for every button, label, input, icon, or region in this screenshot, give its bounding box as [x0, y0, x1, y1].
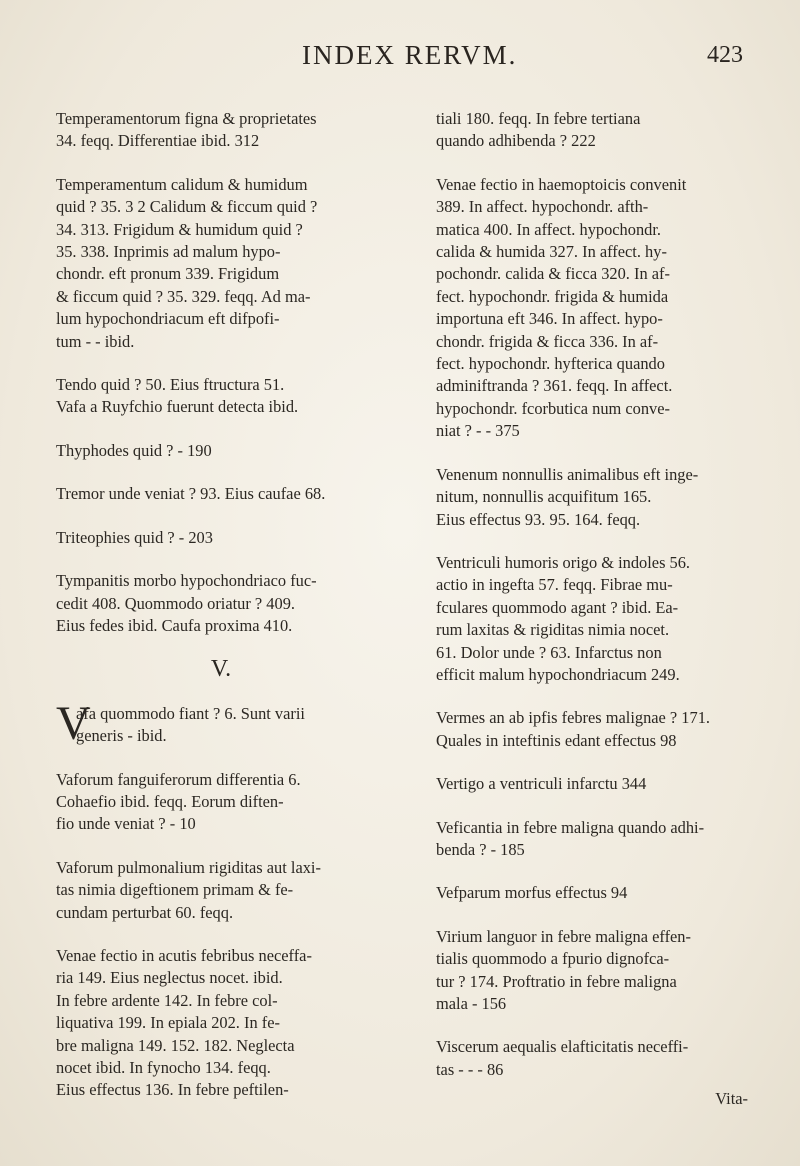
- entry-line: afa quommodo fiant ? 6. Sunt varii: [76, 703, 305, 723]
- entry-line: hypochondr. fcorbutica num conve-: [436, 398, 670, 418]
- entry-line: fect. hypochondr. hyfterica quando: [436, 354, 665, 374]
- entry-line: fect. hypochondr. frigida & humida: [436, 286, 669, 306]
- entry-line: tur ? 174. Proftratio in febre maligna: [436, 971, 677, 991]
- entry-line: tum - - ibid.: [56, 331, 135, 351]
- letter-section-heading: V.: [210, 656, 232, 683]
- index-entry: [436, 926, 766, 1016]
- page-header: [0, 40, 800, 84]
- entry-line: Vermes an ab ipfis febres malignae ? 171.: [436, 708, 710, 728]
- entry-line: efficit malum hypochondriacum 249.: [436, 664, 680, 684]
- entry-line: 34. feqq. Differentiae ibid. 312: [56, 131, 260, 151]
- entry-line: rum laxitas & rigiditas nimia nocet.: [436, 620, 670, 640]
- entry-line: tas nimia digeftionem primam & fe-: [56, 880, 294, 900]
- index-entry: [436, 773, 766, 795]
- index-entry: [56, 108, 386, 153]
- entry-line: matica 400. In affect. hypochondr.: [436, 219, 661, 239]
- entry-line: Vefparum morfus effectus 94: [436, 883, 628, 903]
- right-column: [436, 108, 766, 1111]
- entry-line: nocet ibid. In fynocho 134. feqq.: [56, 1058, 271, 1077]
- entry-line: calida & humida 327. In affect. hy-: [436, 242, 667, 262]
- entry-line: cedit 408. Quommodo oriatur ? 409.: [56, 593, 295, 613]
- entry-line: quando adhibenda ? 222: [436, 131, 596, 151]
- entry-line: pochondr. calida & ficca 320. In af-: [436, 264, 670, 284]
- entry-line: 389. In affect. hypochondr. afth-: [436, 197, 649, 217]
- entry-line: Viscerum aequalis elafticitatis neceffi-: [436, 1037, 689, 1057]
- entry-line: Vertigo a ventriculi infarctu 344: [436, 774, 647, 794]
- entry-line: tas - - - 86: [436, 1059, 504, 1079]
- drop-cap-letter: V: [56, 696, 91, 750]
- entry-line: & ficcum quid ? 35. 329. feqq. Ad ma-: [56, 286, 311, 306]
- entry-line: niat ? - - 375: [436, 421, 520, 441]
- index-entry: [56, 769, 386, 836]
- entry-line: cundam perturbat 60. feqq.: [56, 902, 234, 922]
- entry-line: Eius effectus 93. 95. 164. feqq.: [436, 509, 641, 529]
- index-entry: [56, 857, 386, 924]
- entry-line: tialis quommodo a fpurio dignofca-: [436, 949, 670, 969]
- index-entry: [56, 527, 386, 549]
- page-number: 423: [707, 42, 743, 68]
- index-entry: [56, 570, 386, 637]
- entry-line: Thyphodes quid ? - 190: [56, 440, 212, 460]
- index-entry: [56, 174, 386, 353]
- index-entry: [56, 483, 386, 505]
- entry-line: Vaforum fanguiferorum differentia 6.: [56, 769, 301, 789]
- entry-line: Tremor unde veniat ? 93. Eius caufae 68.: [56, 484, 326, 504]
- index-entry: [56, 696, 386, 750]
- index-entry: [436, 174, 766, 443]
- index-entry: [436, 707, 766, 752]
- entry-line: Vaforum pulmonalium rigiditas aut laxi-: [56, 857, 321, 877]
- index-entry: [56, 945, 386, 1102]
- entry-line: tiali 180. feqq. In febre tertiana: [436, 109, 641, 128]
- entry-line: 35. 338. Inprimis ad malum hypo-: [56, 242, 281, 262]
- index-entry: [436, 817, 766, 862]
- entry-line: Temperamentorum figna & proprietates: [56, 109, 317, 128]
- entry-line: generis - ibid.: [76, 726, 167, 746]
- entry-line: mala - 156: [436, 994, 507, 1013]
- entry-line: Venenum nonnullis animalibus eft inge-: [436, 464, 699, 484]
- entry-line: Venae fectio in haemoptoicis convenit: [436, 174, 687, 194]
- entry-line: adminiftranda ? 361. feqq. In affect.: [436, 376, 673, 396]
- catchword: Vita-: [715, 1089, 748, 1109]
- index-entry: [436, 1036, 766, 1081]
- entry-line: ria 149. Eius neglectus nocet. ibid.: [56, 968, 283, 988]
- index-entry: [436, 552, 766, 686]
- entry-line: lum hypochondriacum eft difpofi-: [56, 309, 280, 329]
- entry-line: importuna eft 346. In affect. hypo-: [436, 309, 663, 329]
- entry-line: In febre ardente 142. In febre col-: [56, 990, 278, 1010]
- entry-line: fculares quommodo agant ? ibid. Ea-: [436, 597, 679, 617]
- entry-line: quid ? 35. 3 2 Calidum & ficcum quid ?: [56, 197, 318, 217]
- entry-line: Temperamentum calidum & humidum: [56, 174, 308, 194]
- entry-line: fio unde veniat ? - 10: [56, 814, 196, 834]
- index-entry: [436, 108, 766, 153]
- entry-line: Veficantia in febre maligna quando adhi-: [436, 817, 705, 837]
- entry-line: chondr. eft pronum 339. Frigidum: [56, 264, 280, 284]
- entry-line: 34. 313. Frigidum & humidum quid ?: [56, 219, 303, 239]
- entry-line: actio in ingefta 57. feqq. Fibrae mu-: [436, 575, 673, 595]
- entry-line: liquativa 199. In epiala 202. In fe-: [56, 1013, 280, 1033]
- entry-line: bre maligna 149. 152. 182. Neglecta: [56, 1035, 295, 1055]
- entry-line: Eius effectus 136. In febre peftilen-: [56, 1080, 289, 1100]
- entry-line: Tendo quid ? 50. Eius ftructura 51.: [56, 375, 285, 395]
- index-entry: [436, 882, 766, 904]
- entry-line: Cohaefio ibid. feqq. Eorum diften-: [56, 791, 284, 811]
- entry-line: Virium languor in febre maligna effen-: [436, 926, 691, 946]
- entry-line: Tympanitis morbo hypochondriaco fuc-: [56, 571, 317, 591]
- entry-line: Ventriculi humoris origo & indoles 56.: [436, 552, 691, 572]
- running-title: INDEX RERVM.: [302, 40, 518, 70]
- entry-line: chondr. frigida & ficca 336. In af-: [436, 331, 659, 351]
- entry-line: Venae fectio in acutis febribus neceffa-: [56, 945, 312, 965]
- entry-line: 61. Dolor unde ? 63. Infarctus non: [436, 642, 662, 662]
- entry-line: Eius fedes ibid. Caufa proxima 410.: [56, 615, 293, 635]
- entry-line: Triteophies quid ? - 203: [56, 527, 213, 547]
- index-entry: [56, 440, 386, 462]
- index-entry: [436, 464, 766, 531]
- index-entry: [56, 374, 386, 419]
- entry-line: Vafa a Ruyfchio fuerunt detecta ibid.: [56, 397, 299, 417]
- entry-line: Quales in inteftinis edant effectus 98: [436, 730, 677, 750]
- entry-line: nitum, nonnullis acquifitum 165.: [436, 487, 652, 507]
- left-column: [56, 108, 386, 1123]
- entry-line: benda ? - 185: [436, 839, 525, 859]
